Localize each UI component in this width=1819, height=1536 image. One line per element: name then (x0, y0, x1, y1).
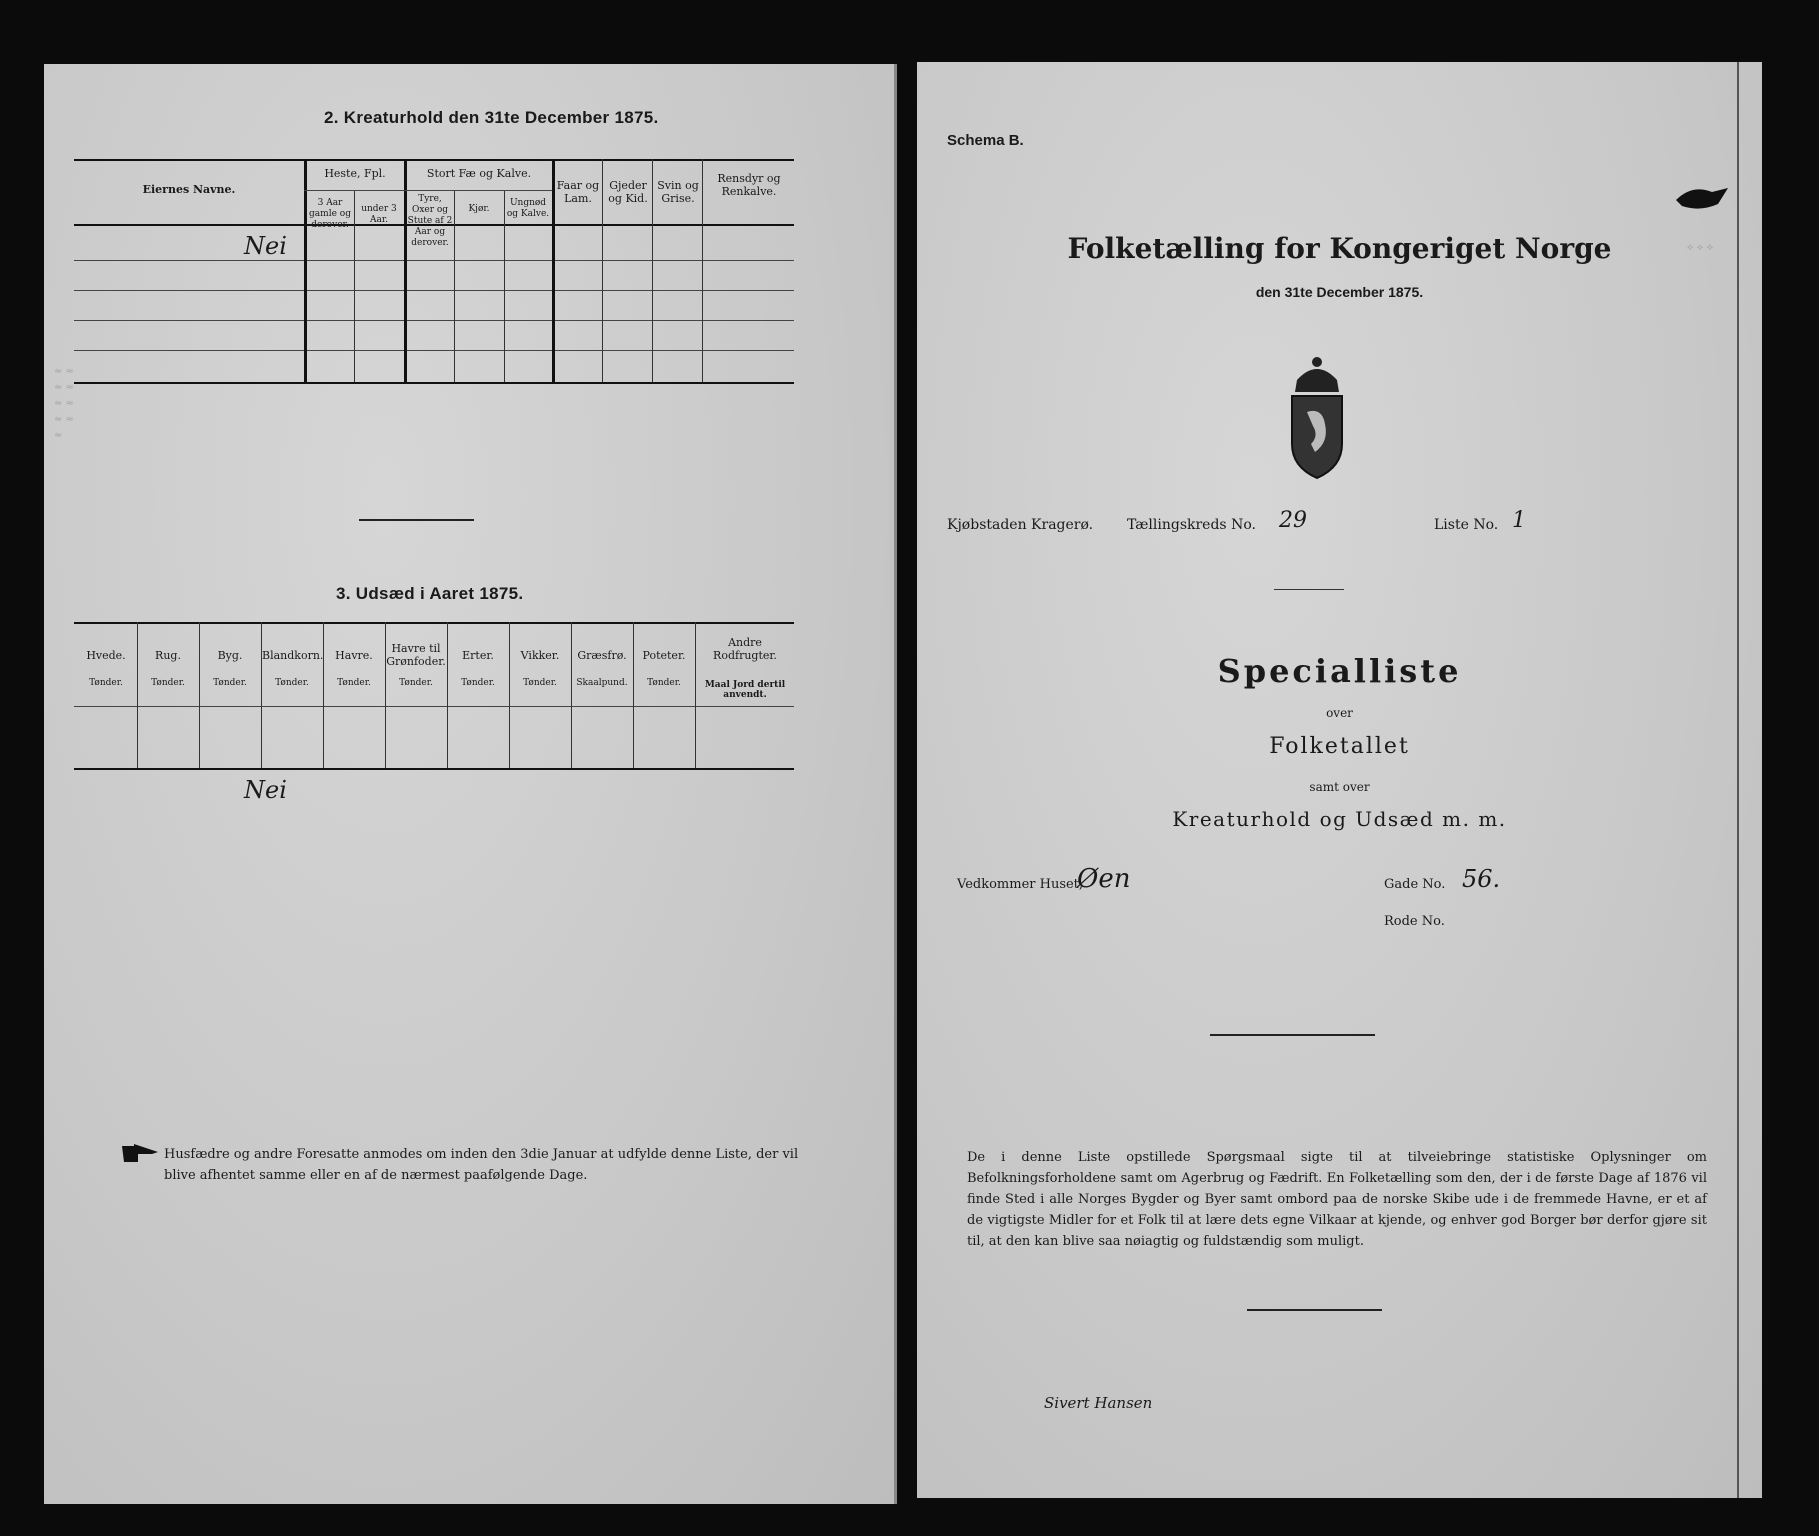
oats-col-header: Havre. (335, 649, 373, 662)
potatoes-col-header: Poteter. (642, 649, 686, 662)
left-page: 2. Kreaturhold den 31te December 1875. Eiernes Navne. Heste, Fpl. 3 Aar gamle og derover. under 3 Aar. Stort Fæ og Kalve. Tyre, Oxer og Stute af 2 Aar og derover. Kjør. Ungnød og Kalve. Faar og Lam. Gjeder og Kid. Svin og Grise. Rensdyr og Renkalve. Nei 3. Udsæd i Aaret 1875. Hvede. Tønder. Rug. Tønder. Byg. Tønder. Blandkorn. Tønder. Havre. Tønder. Havre til Grønfoder. Tønder. Erter. Tønder. Vikker. Tønder. Græsfrø. Skaalpund. Poteter. Tønder. Andre Rodfrugter. Maal Jord dertil anvendt. Nei Husfædre og andre Foresatte anmodes om inden den 3die Januar at udfylde denne Liste, der vil blive afhentet samme eller en af de nærmest paafølgende Dage. ≈ ≈ ≈ ≈ ≈ ≈ ≈ ≈ ≈ (44, 64, 897, 1504)
horses-col-header: 3 Aar gamle og derover. (309, 198, 351, 230)
notice-text: Husfædre og andre Foresatte anmodes om inden den 3die Januar at udfylde denne Liste, der vil blive afhentet samme eller en af de nærmest paafølgende Dage. (164, 1147, 799, 1183)
list-value: 1 (1512, 508, 1526, 533)
vetch-col-header: Vikker. (520, 649, 560, 662)
district-label: Tællingskreds No. (1127, 517, 1256, 533)
goats-col-header: Gjeder og Kid. (608, 179, 648, 205)
right-page: Schema B. Folketælling for Kongeriget Norge den 31te December 1875. Kjøbstaden Kragerø. Tællingskreds No. 29 Liste No. 1 Specialliste over Folketallet samt over Kreaturhold og Udsæd m. m. Vedkommer Huset, Øen Gade No. 56. Rode No. De i denne Liste opstillede Spørgsmaal sigte til at tilveiebringe statistiske Oplysninger om Befolkningsforholdene samt om Agerbrug og Fædrift. En Folketælling som den, der i de første Dage af 1876 vil finde Sted i alle Norges Bygder og Byer samt ombord paa de norske Skibe ude i de fremmede Havne, er et af de vigtigste Midler for et Folk til at lære dets egne Vilkaar at kjende, og enhver god Borger bør derfor gjøre sit til, at den kan blive saa nøiagtig og fuldstændig som muligt. Sivert Hansen ⟡ ⟡ ⟡ (917, 62, 1762, 1498)
pigs-col-header: Svin og Grise. (657, 179, 699, 205)
table-rule (74, 159, 794, 161)
livestock-title: 2. Kreaturhold den 31te December 1875. (324, 108, 659, 127)
place-label: Kjøbstaden Kragerø. (947, 517, 1094, 533)
vetch-unit: Tønder. (523, 678, 557, 688)
census-title: Folketælling for Kongeriget Norge (1067, 232, 1612, 265)
potatoes-unit: Tønder. (647, 678, 681, 688)
pointing-hand-icon (120, 1142, 160, 1166)
binding-clip-icon (1672, 178, 1732, 218)
signature: Sivert Hansen (1044, 1394, 1153, 1412)
divider (1210, 1034, 1375, 1036)
green-oats-unit: Tønder. (399, 678, 433, 688)
livestock-sowing-title: Kreaturhold og Udsæd m. m. (1172, 807, 1507, 831)
grass-seed-unit: Skaalpund. (576, 678, 628, 688)
wheat-col-header: Hvede. (86, 649, 126, 662)
population-title: Folketallet (1269, 734, 1410, 759)
mixed-grain-unit: Tønder. (275, 678, 309, 688)
rye-unit: Tønder. (151, 678, 185, 688)
schema-label: Schema B. (947, 132, 1024, 149)
divider (359, 519, 474, 521)
oats-unit: Tønder. (337, 678, 371, 688)
horses-col-header: under 3 Aar. (361, 204, 397, 225)
reindeer-col-header: Rensdyr og Renkalve. (717, 172, 781, 198)
district-value: 29 (1279, 508, 1307, 533)
mixed-grain-col-header: Blandkorn. (262, 649, 324, 662)
house-value: Øen (1077, 864, 1131, 894)
also-over-text: samt over (1309, 780, 1370, 794)
house-label: Vedkommer Huset, (957, 877, 1084, 892)
cattle-group-header: Stort Fæ og Kalve. (426, 167, 532, 180)
horses-group-header: Heste, Fpl. (324, 167, 386, 180)
street-value: 56. (1462, 865, 1501, 893)
special-list-title: Specialliste (1217, 652, 1462, 690)
rye-col-header: Rug. (155, 649, 181, 662)
owner-column-header: Eiernes Navne. (142, 183, 236, 196)
barley-unit: Tønder. (213, 678, 247, 688)
root-crops-col-header: Andre Rodfrugter. (713, 636, 777, 662)
sowing-handwritten-entry: Nei (244, 776, 287, 804)
peas-col-header: Erter. (462, 649, 494, 662)
street-label: Gade No. (1384, 877, 1446, 892)
barley-col-header: Byg. (217, 649, 243, 662)
table-rule (74, 622, 794, 624)
sheep-col-header: Faar og Lam. (556, 179, 600, 205)
green-oats-col-header: Havre til Grønfoder. (386, 642, 446, 668)
sowing-title: 3. Udsæd i Aaret 1875. (336, 584, 524, 603)
cattle-col-header: Tyre, Oxer og Stute af 2 Aar og derover. (407, 194, 453, 248)
cattle-col-header: Ungnød og Kalve. (506, 198, 550, 219)
over-text: over (1326, 706, 1353, 720)
livestock-handwritten-entry: Nei (244, 232, 287, 260)
peas-unit: Tønder. (461, 678, 495, 688)
explanation-paragraph: De i denne Liste opstillede Spørgsmaal sigte til at tilveiebringe statistiske Oplysninger om Befolkningsforholdene samt om Agerbrug og Fædrift. En Folketælling som den, der i de første Dage af 1876 vil finde Sted i alle Norges Bygder og Byer samt ombord paa de norske Skibe ude i de fremmede Havne, er et af de vigtigste Midler for et Folk til at lære dets egne Vilkaar at kjende, og enhver god Borger bør derfor gjøre sit til, at den kan blive saa nøiagtig og fuldstændig som muligt. (967, 1150, 1707, 1249)
cattle-col-header: Kjør. (468, 204, 490, 214)
census-date: den 31te December 1875. (1255, 284, 1424, 300)
coat-of-arms-icon (1267, 352, 1367, 482)
divider (1274, 589, 1344, 590)
rode-label: Rode No. (1384, 914, 1445, 929)
wheat-unit: Tønder. (89, 678, 123, 688)
list-label: Liste No. (1434, 517, 1499, 533)
grass-seed-col-header: Græsfrø. (577, 649, 627, 662)
divider (1247, 1309, 1382, 1311)
root-crops-unit: Maal Jord dertil anvendt. (704, 680, 786, 700)
